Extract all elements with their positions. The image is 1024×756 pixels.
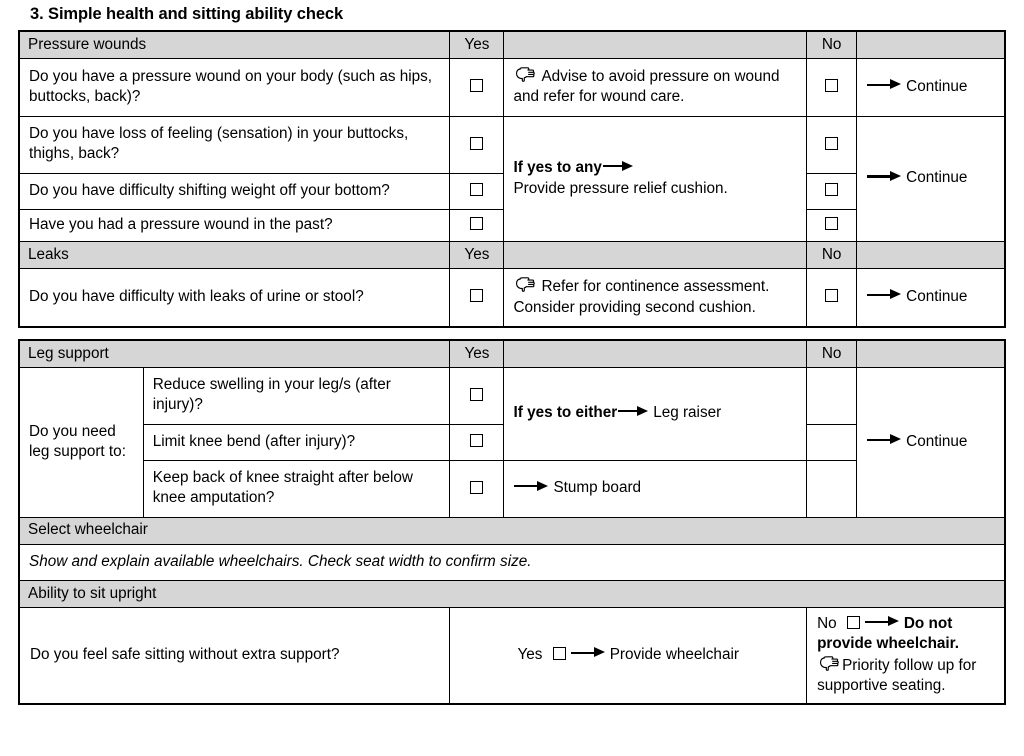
header-leg-yes <box>450 340 504 368</box>
ability-header-row <box>19 580 1005 607</box>
no-checkbox-cell-4[interactable] <box>807 209 857 241</box>
action-cell-if-yes-either <box>504 367 807 460</box>
header-leaks-action <box>504 242 807 269</box>
right-arrow-icon <box>865 617 899 627</box>
question-cell-safe-sitting <box>19 607 450 704</box>
checkbox-icon[interactable] <box>470 481 483 494</box>
header-no-column <box>807 31 857 59</box>
pointing-hand-icon <box>513 276 537 295</box>
question-text: Do you have loss of feeling (sensation) in your buttocks, thighs, back? <box>29 124 409 163</box>
if-yes-any-lead: If yes to any <box>513 159 602 177</box>
no-cell-limit-knee-bend[interactable] <box>807 424 857 460</box>
question-cell-reduce-swelling <box>143 367 450 424</box>
checkbox-icon[interactable] <box>553 647 566 660</box>
header-leg-action <box>504 340 807 368</box>
no-checkbox-cell-3[interactable] <box>807 173 857 209</box>
header-yes-column <box>450 31 504 59</box>
page-title: 3. Simple health and sitting ability check <box>30 5 344 23</box>
yes-checkbox-cell-2[interactable] <box>450 116 504 173</box>
header-ability-to-sit-upright <box>19 580 1005 607</box>
ability-yes-cell[interactable] <box>450 607 807 704</box>
yes-checkbox-cell-3[interactable] <box>450 173 504 209</box>
if-yes-either-result: Leg raiser <box>653 404 722 422</box>
ability-no-label: No <box>817 614 837 632</box>
right-arrow-icon <box>867 290 901 300</box>
no-checkbox-cell-1[interactable] <box>807 59 857 117</box>
table-header-row <box>19 31 1005 59</box>
select-wheelchair-note-cell <box>19 544 1005 580</box>
header-action-label <box>504 43 806 47</box>
right-arrow-icon <box>867 435 901 445</box>
leaks-header-row <box>19 242 1005 269</box>
header-leg-yes-label: Yes <box>464 344 490 362</box>
header-select-wheelchair <box>19 517 1005 544</box>
action-cell-stump-board <box>504 460 807 517</box>
question-cell-past-pressure-wound <box>19 209 450 241</box>
ability-no-line <box>817 614 994 655</box>
question-cell-pressure-wound-body <box>19 59 450 117</box>
checkbox-icon[interactable] <box>470 289 483 302</box>
header-leg-outcome <box>857 340 1005 368</box>
header-action-column <box>504 31 807 59</box>
header-pressure-wounds-label: Pressure wounds <box>28 35 147 53</box>
header-leg-support <box>19 340 450 368</box>
header-ability-label: Ability to sit upright <box>28 584 157 602</box>
outcome-cell-continue-leg <box>857 367 1005 517</box>
checkbox-icon[interactable] <box>470 217 483 230</box>
action-cell-refer-continence <box>504 269 807 327</box>
question-cell-loss-of-feeling <box>19 116 450 173</box>
pointing-hand-icon <box>817 655 841 674</box>
ability-row <box>19 607 1005 704</box>
select-wheelchair-note-text: Show and explain available wheelchairs. Check seat width to confirm size. <box>29 552 532 570</box>
table-row <box>19 367 1005 424</box>
header-leg-no <box>807 340 857 368</box>
yes-checkbox-cell-knee-straight[interactable] <box>450 460 504 517</box>
outcome-cell-continue-1 <box>857 59 1005 117</box>
checkbox-icon[interactable] <box>470 183 483 196</box>
ability-no-followup-line <box>817 655 994 697</box>
header-leaks-no-label: No <box>821 246 842 264</box>
header-leg-no-label: No <box>821 344 842 362</box>
pressure-wounds-table <box>18 30 1006 328</box>
header-pressure-wounds <box>19 31 450 59</box>
question-text: Do you have difficulty shifting weight off your bottom? <box>29 181 390 199</box>
question-text: Do you have difficulty with leaks of urine or stool? <box>29 287 364 305</box>
right-arrow-icon <box>514 481 548 491</box>
right-arrow-icon <box>571 648 605 658</box>
question-cell-shifting-weight <box>19 173 450 209</box>
if-yes-either-lead: If yes to either <box>513 404 618 422</box>
checkbox-icon[interactable] <box>825 183 838 196</box>
checkbox-icon[interactable] <box>470 137 483 150</box>
action-text: Advise to avoid pressure on wound and refer for wound care. <box>513 68 780 106</box>
right-arrow-icon <box>867 171 901 181</box>
header-leaks-label: Leaks <box>28 246 69 264</box>
ability-no-result: Do not provide wheelchair. <box>817 614 960 653</box>
ability-no-followup: Priority follow up for supportive seating. <box>817 656 977 694</box>
outcome-text: Continue <box>906 432 968 450</box>
checkbox-icon[interactable] <box>825 289 838 302</box>
question-text: Limit knee bend (after injury)? <box>152 432 356 450</box>
no-cell-knee-straight[interactable] <box>807 460 857 517</box>
table-row <box>19 116 1005 173</box>
stump-board-text: Stump board <box>553 479 642 497</box>
select-wheelchair-header-row <box>19 517 1005 544</box>
leg-support-stem-cell <box>19 367 143 517</box>
checkbox-icon[interactable] <box>825 79 838 92</box>
yes-checkbox-cell-leaks[interactable] <box>450 269 504 327</box>
table-row <box>19 59 1005 117</box>
no-checkbox-cell-2[interactable] <box>807 116 857 173</box>
ability-no-cell[interactable] <box>807 607 1005 704</box>
action-cell-advise-pressure <box>504 59 807 117</box>
table-row <box>19 269 1005 327</box>
question-text: Have you had a pressure wound in the past? <box>29 215 333 233</box>
select-wheelchair-note-row <box>19 544 1005 580</box>
outcome-text: Continue <box>906 77 968 95</box>
checkbox-icon[interactable] <box>470 79 483 92</box>
question-text: Keep back of knee straight after below knee amputation? <box>152 468 413 507</box>
yes-checkbox-cell-limit-knee-bend[interactable] <box>450 424 504 460</box>
if-yes-any-body: Provide pressure relief cushion. <box>513 179 728 197</box>
header-yes-label: Yes <box>464 35 490 53</box>
header-leaks <box>19 242 450 269</box>
question-text: Do you feel safe sitting without extra support? <box>30 645 340 663</box>
checkbox-icon[interactable] <box>847 616 860 629</box>
yes-checkbox-cell-reduce-swelling[interactable] <box>450 367 504 424</box>
pointing-hand-icon <box>513 66 537 85</box>
right-arrow-icon <box>603 161 633 171</box>
question-text: Reduce swelling in your leg/s (after injury)? <box>152 375 391 414</box>
outcome-text: Continue <box>906 287 968 305</box>
ability-yes-result: Provide wheelchair <box>609 645 739 663</box>
header-leg-support-label: Leg support <box>28 344 109 362</box>
question-cell-limit-knee-bend <box>143 424 450 460</box>
no-cell-reduce-swelling[interactable] <box>807 367 857 424</box>
leg-support-stem-text: Do you need leg support to: <box>29 422 126 461</box>
right-arrow-icon <box>867 80 901 90</box>
checkbox-icon[interactable] <box>470 388 483 401</box>
leg-support-header-row <box>19 340 1005 368</box>
checkbox-icon[interactable] <box>825 137 838 150</box>
no-checkbox-cell-leaks[interactable] <box>807 269 857 327</box>
header-leaks-yes-label: Yes <box>464 246 490 264</box>
header-leaks-no <box>807 242 857 269</box>
yes-checkbox-cell-4[interactable] <box>450 209 504 241</box>
yes-checkbox-cell-1[interactable] <box>450 59 504 117</box>
outcome-text: Continue <box>906 169 968 187</box>
header-leaks-outcome <box>857 242 1005 269</box>
leg-support-table <box>18 339 1006 705</box>
header-outcome-label <box>857 43 1004 47</box>
outcome-cell-continue-2 <box>857 116 1005 241</box>
header-select-wheelchair-label: Select wheelchair <box>28 521 148 539</box>
header-outcome-column <box>857 31 1005 59</box>
action-cell-if-yes-to-any <box>504 116 807 241</box>
checkbox-icon[interactable] <box>470 434 483 447</box>
header-no-label: No <box>821 35 842 53</box>
question-cell-leaks <box>19 269 450 327</box>
checkbox-icon[interactable] <box>825 217 838 230</box>
right-arrow-icon <box>618 406 648 416</box>
action-text: Refer for continence assessment. Consider providing second cushion. <box>513 278 770 316</box>
header-leaks-yes <box>450 242 504 269</box>
question-text: Do you have a pressure wound on your body (such as hips, buttocks, back)? <box>29 67 433 105</box>
outcome-cell-continue-leaks <box>857 269 1005 327</box>
question-cell-knee-straight <box>143 460 450 517</box>
ability-yes-label: Yes <box>517 645 543 663</box>
